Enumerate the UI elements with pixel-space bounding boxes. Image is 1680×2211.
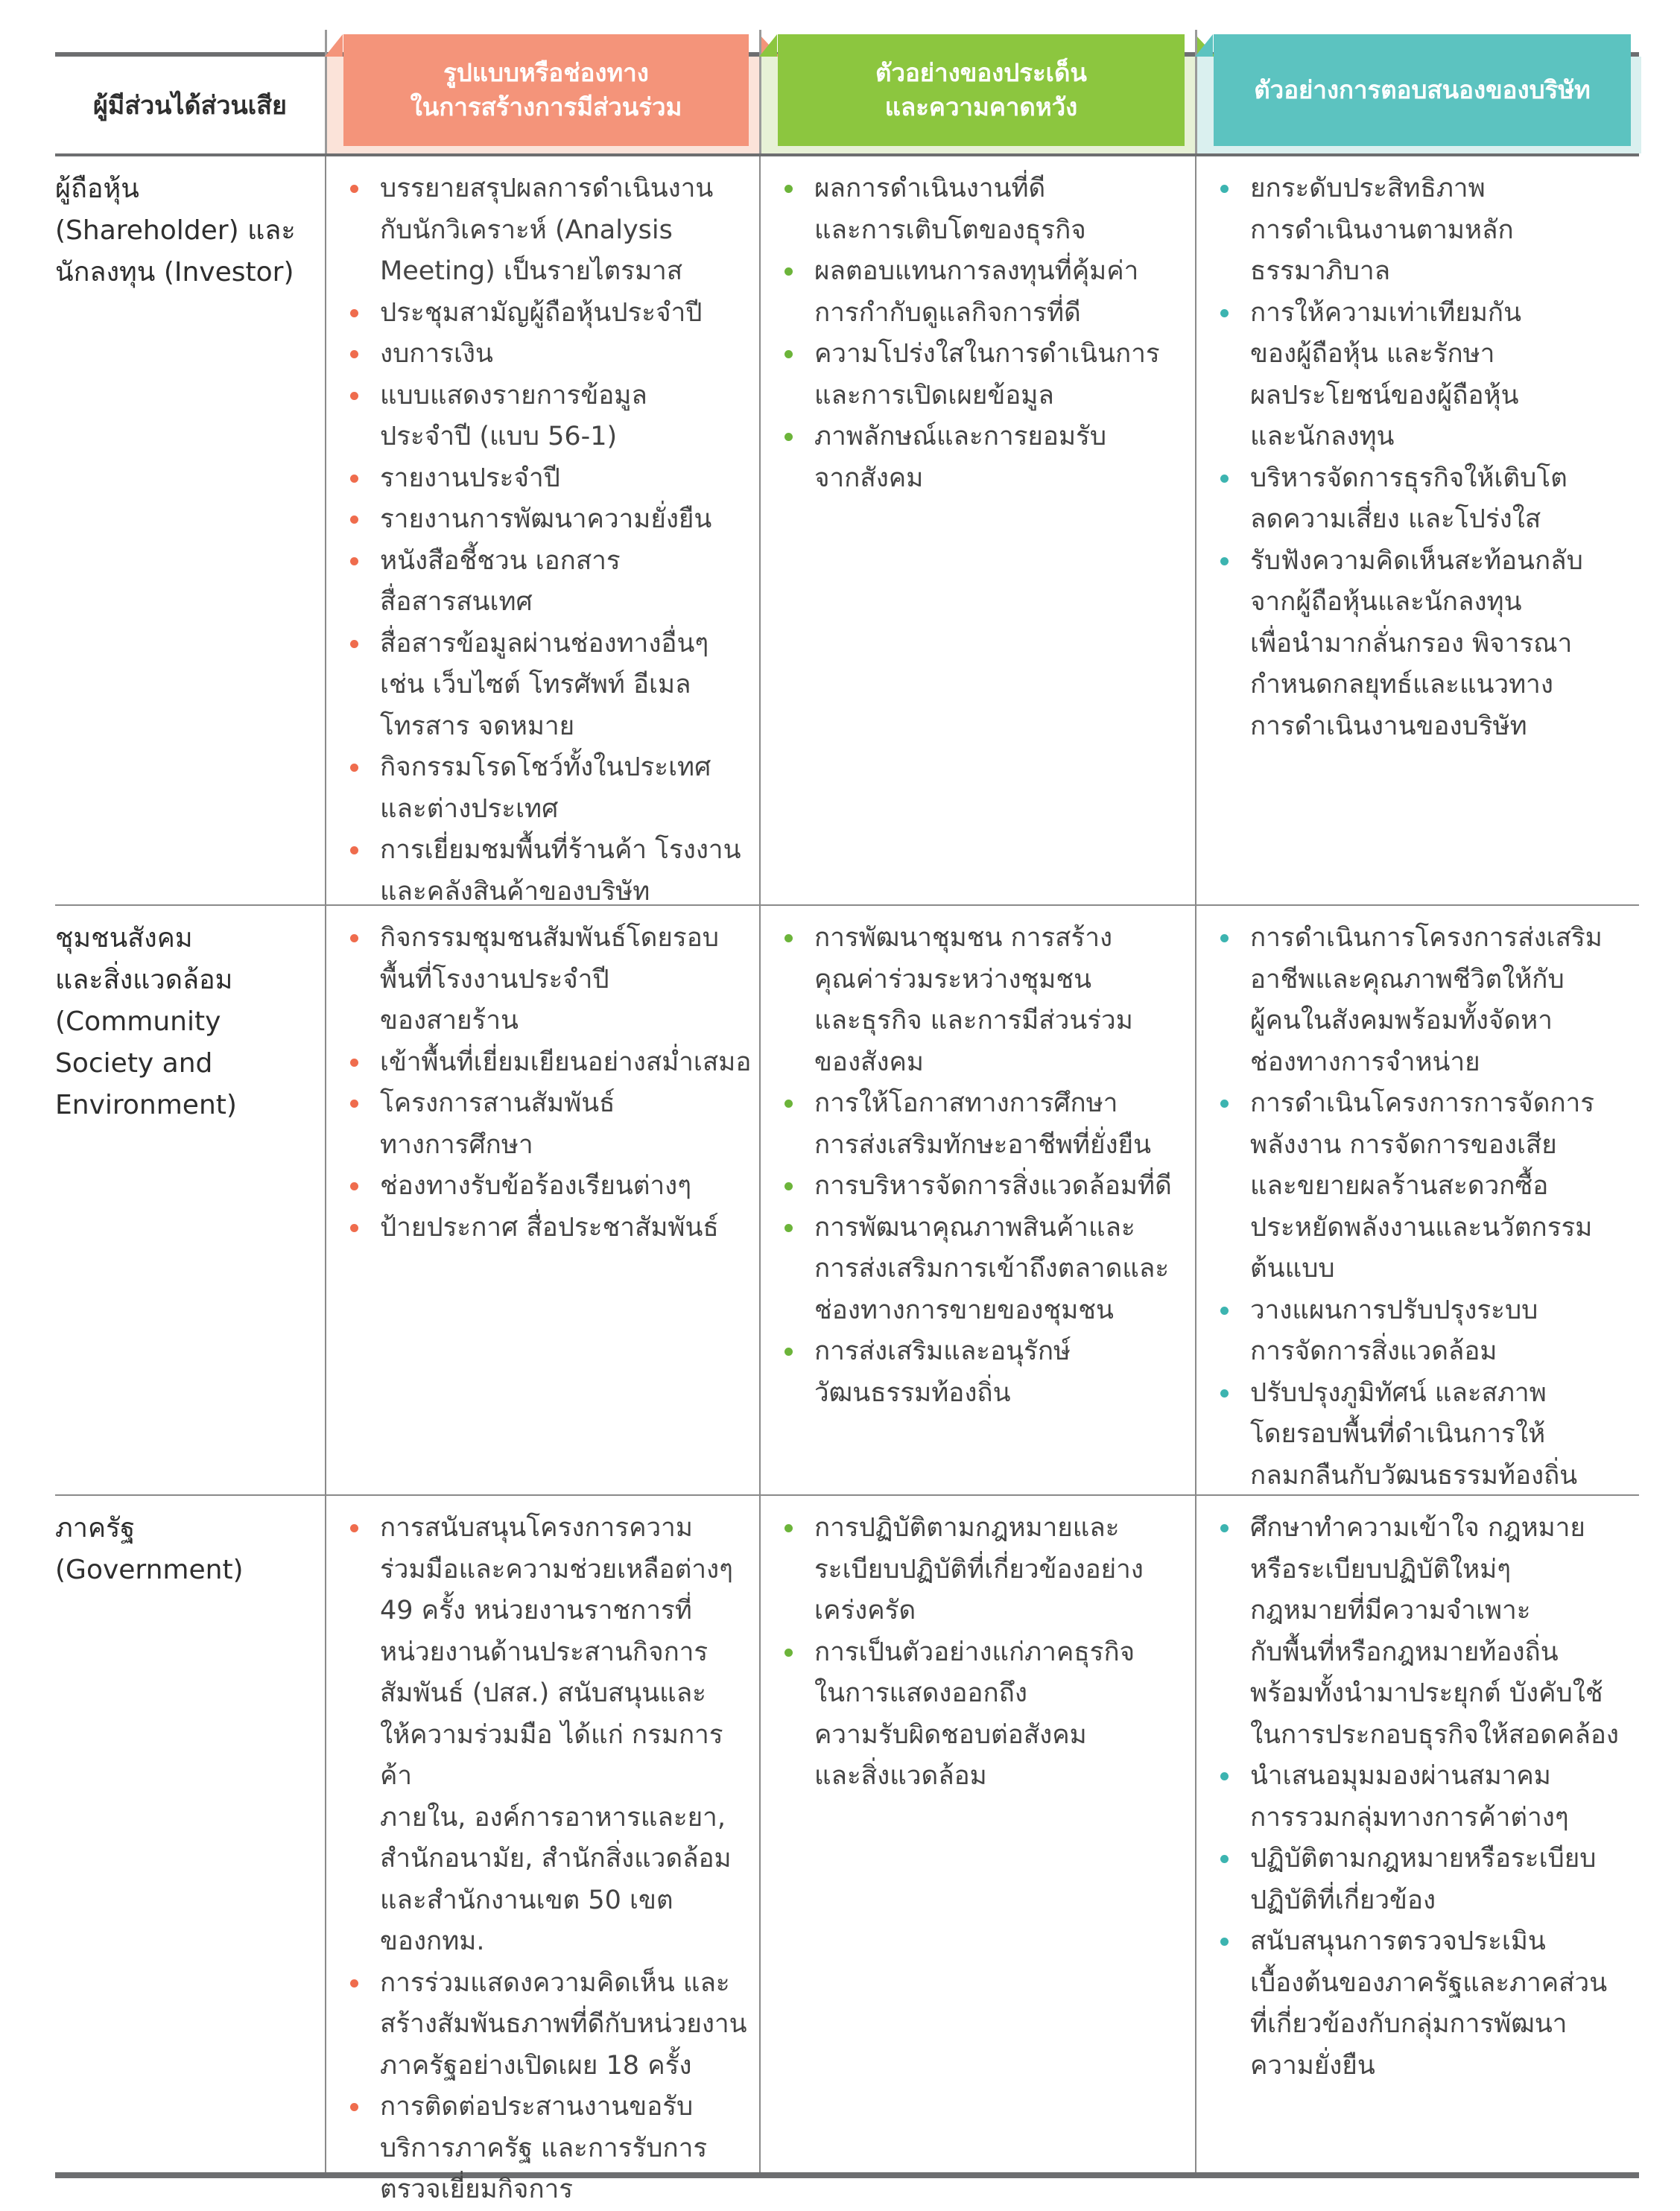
bullet-icon (350, 934, 358, 942)
table-row (55, 906, 1639, 1496)
list-item (761, 334, 1188, 416)
list-item (326, 168, 752, 293)
bullet-icon (784, 350, 793, 358)
list-item (761, 416, 1188, 499)
bullet-icon (1220, 1855, 1229, 1863)
list-item (1196, 1756, 1639, 1839)
header-responses (1195, 30, 1641, 153)
list-item (326, 1042, 752, 1084)
bullet-icon (784, 1649, 793, 1657)
list-item-text: ความโปร่งใสในการดำเนินการ และการเปิดเผยข้อมูล (814, 339, 1160, 410)
list-item-text: ประชุมสามัญผู้ถือหุ้นประจำปี (380, 297, 703, 328)
channels-list (326, 918, 752, 1249)
list-item-text: บรรยายสรุปผลการดำเนินงาน กับนักวิเคราะห์ (Analysis Meeting) เป็นรายไตรมาส (380, 174, 714, 286)
bullet-icon (350, 475, 358, 483)
bullet-icon (350, 1182, 358, 1190)
header-channels-label: รูปแบบหรือช่องทาง ในการสร้างการมีส่วนร่วม (343, 34, 749, 146)
list-item-text: นำเสนอมุมมองผ่านสมาคม การรวมกลุ่มทางการค้าต่างๆ (1250, 1761, 1569, 1833)
list-item-text: การพัฒนาชุมชน การสร้าง คุณค่าร่วมระหว่างชุมชน และธุรกิจ และการมีส่วนร่วม ของสังคม (814, 923, 1133, 1077)
list-item-text: การสนับสนุนโครงการความ ร่วมมือและความช่วยเหลือต่างๆ 49 ครั้ง หน่วยงานราชการที่ หน่วยงานด้านประสานกิจการ สัมพันธ์ (ปสส.) สนับสนุนและ ให้ความร่วมมือ ได้แก่ กรมการค้า ภายใน, องค์การอาหารและยา, สำนักอนามัย, สำนักสิ่งแวดล้อม และสำนักงานเขต 50 เขต ของกทม. (380, 1513, 733, 1956)
list-item (1196, 168, 1639, 293)
list-item-text: ปฏิบัติตามกฎหมายหรือระเบียบ ปฏิบัติที่เกี่ยวข้อง (1250, 1844, 1597, 1915)
list-item-text: สื่อสารข้อมูลผ่านช่องทางอื่นๆ เช่น เว็บไซต์ โทรศัพท์ อีเมล โทรสาร จดหมาย (380, 628, 709, 741)
list-item (326, 541, 752, 624)
list-item (326, 293, 752, 334)
bullet-icon (784, 185, 793, 193)
bullet-icon (350, 1224, 358, 1232)
list-item (761, 168, 1188, 251)
bullet-icon (350, 1979, 358, 1988)
list-item (326, 1208, 752, 1249)
bullet-icon (350, 1524, 358, 1532)
bullet-icon (350, 350, 358, 358)
bullet-icon (350, 1100, 358, 1108)
bullet-icon (1220, 475, 1229, 483)
list-item (761, 1166, 1188, 1208)
bullet-icon (350, 309, 358, 317)
responses-list (1196, 918, 1639, 1497)
responses-list (1196, 1508, 1639, 2087)
list-item (1196, 1508, 1639, 1756)
list-item (326, 2087, 752, 2211)
list-item (326, 1083, 752, 1166)
list-item (326, 334, 752, 375)
list-item-text: กิจกรรมโรดโชว์ทั้งในประเทศ และต่างประเทศ (380, 752, 711, 824)
list-item-text: ปรับปรุงภูมิทัศน์ และสภาพ โดยรอบพื้นที่ดำเนินการให้ กลมกลืนกับวัฒนธรรมท้องถิ่น (1250, 1377, 1578, 1491)
expectations-list (761, 918, 1188, 1414)
bullet-icon (1220, 1524, 1229, 1532)
table-row (55, 156, 1639, 906)
list-item-text: การเป็นตัวอย่างแก่ภาคธุรกิจ ในการแสดงออกถึง ความรับผิดชอบต่อสังคม และสิ่งแวดล้อม (814, 1637, 1135, 1791)
list-item (326, 624, 752, 748)
list-item (761, 1508, 1188, 1632)
list-item-text: กิจกรรมชุมชนสัมพันธ์โดยรอบ พื้นที่โรงงานประจำปี ของสายร้าน (380, 923, 719, 1035)
list-item-text: การให้โอกาสทางการศึกษา การส่งเสริมทักษะอาชีพที่ยั่งยืน (814, 1088, 1152, 1160)
list-item-text: เข้าพื้นที่เยี่ยมเยียนอย่างสม่ำเสมอ (380, 1047, 752, 1077)
list-item (1196, 1921, 1639, 2087)
list-item-text: การส่งเสริมและอนุรักษ์ วัฒนธรรมท้องถิ่น (814, 1336, 1071, 1408)
list-item (326, 1508, 752, 1963)
list-item-text: ช่องทางรับข้อร้องเรียนต่างๆ (380, 1171, 692, 1201)
table-header (55, 30, 1639, 156)
bullet-icon (350, 640, 358, 648)
bullet-icon (784, 1348, 793, 1356)
bullet-icon (1220, 934, 1229, 942)
list-item (326, 458, 752, 500)
list-item (1196, 293, 1639, 458)
bullet-icon (784, 267, 793, 276)
bullet-icon (1220, 557, 1229, 565)
bullet-icon (350, 2103, 358, 2111)
header-expectations (759, 30, 1195, 153)
bullet-icon (1220, 1307, 1229, 1315)
bullet-icon (1220, 1389, 1229, 1398)
list-item-text: ผลตอบแทนการลงทุนที่คุ้มค่า การกำกับดูแลกิจการที่ดี (814, 256, 1139, 328)
stakeholder-table (55, 30, 1639, 2204)
stakeholder-name: ชุมชนสังคม และสิ่งแวดล้อม (Community Society and Environment) (55, 923, 237, 1120)
list-item-text: สนับสนุนการตรวจประเมิน เบื้องต้นของภาครัฐและภาคส่วน ที่เกี่ยวข้องกับกลุ่มการพัฒนา ความยั่งยืน (1250, 1926, 1608, 2081)
list-item-text: การดำเนินโครงการการจัดการ พลังงาน การจัดการของเสีย และขยายผลร้านสะดวกซื้อ ประหยัดพลังงานและนวัตกรรม ต้นแบบ (1250, 1088, 1595, 1284)
list-item-text: การปฏิบัติตามกฎหมายและ ระเบียบปฏิบัติที่เกี่ยวข้องอย่าง เคร่งครัด (814, 1513, 1144, 1625)
bullet-icon (784, 1182, 793, 1190)
list-item (1196, 1290, 1639, 1373)
list-item-text: งบการเงิน (380, 339, 493, 369)
bullet-icon (350, 764, 358, 772)
list-item (1196, 1839, 1639, 1921)
list-item (761, 1208, 1188, 1332)
list-item-text: การดำเนินการโครงการส่งเสริม อาชีพและคุณภาพชีวิตให้กับ ผู้คนในสังคมพร้อมทั้งจัดหา ช่องทางการจำหน่าย (1250, 923, 1603, 1077)
channels-list (326, 168, 752, 913)
list-item (1196, 918, 1639, 1083)
bullet-icon (784, 1100, 793, 1108)
list-item-text: รับฟังความคิดเห็นสะท้อนกลับ จากผู้ถือหุ้นและนักลงทุน เพื่อนำมากลั่นกรอง พิจารณา กำหนดกลยุทธ์และแนวทาง การดำเนินงานของบริษัท (1250, 545, 1583, 741)
list-item-text: การติดต่อประสานงานขอรับ บริการภาครัฐ และการรับการ ตรวจเยี่ยมกิจการ (380, 2092, 708, 2204)
list-item-text: การเยี่ยมชมพื้นที่ร้านค้า โรงงาน และคลังสินค้าของบริษัท (380, 835, 741, 907)
bullet-icon (1220, 309, 1229, 317)
bullet-icon (350, 392, 358, 400)
responses-list (1196, 168, 1639, 747)
list-item (761, 1331, 1188, 1414)
list-item (326, 499, 752, 541)
bullet-icon (350, 557, 358, 565)
expectations-list (761, 168, 1188, 499)
bullet-icon (350, 185, 358, 193)
list-item-text: การให้ความเท่าเทียมกัน ของผู้ถือหุ้น และรักษา ผลประโยชน์ของผู้ถือหุ้น และนักลงทุน (1250, 297, 1522, 451)
list-item (326, 375, 752, 458)
bullet-icon (784, 433, 793, 441)
list-item-text: รายงานประจำปี (380, 463, 560, 493)
list-item-text: การพัฒนาคุณภาพสินค้าและ การส่งเสริมการเข้าถึงตลาดและ ช่องทางการขายของชุมชน (814, 1212, 1170, 1325)
list-item-text: ศึกษาทำความเข้าใจ กฎหมาย หรือระเบียบปฏิบัติใหม่ๆ กฎหมายที่มีความจำเพาะ กับพื้นที่หรือกฎหมายท้องถิ่น พร้อมทั้งนำมาประยุกต์ บังคับใช้ ในการประกอบธุรกิจให้สอดคล้อง (1250, 1513, 1620, 1750)
list-item-text: การบริหารจัดการสิ่งแวดล้อมที่ดี (814, 1171, 1172, 1201)
list-item (1196, 458, 1639, 541)
bullet-icon (1220, 1772, 1229, 1780)
header-expectations-label: ตัวอย่างของประเด็น และความคาดหวัง (778, 34, 1185, 146)
list-item (326, 1166, 752, 1208)
bullet-icon (784, 934, 793, 942)
list-item-text: วางแผนการปรับปรุงระบบ การจัดการสิ่งแวดล้อม (1250, 1295, 1538, 1366)
list-item-text: บริหารจัดการธุรกิจให้เติบโต ลดความเสี่ยง และโปร่งใส (1250, 463, 1568, 534)
list-item-text: ป้ายประกาศ สื่อประชาสัมพันธ์ (380, 1212, 719, 1243)
list-item (761, 918, 1188, 1083)
header-tab-left (1195, 34, 1213, 57)
bullet-icon (350, 846, 358, 854)
header-responses-label: ตัวอย่างการตอบสนองของบริษัท (1214, 34, 1631, 146)
list-item-text: ผลการดำเนินงานที่ดี และการเติบโตของธุรกิจ (814, 174, 1086, 245)
table-row (55, 1496, 1639, 2204)
list-item-text: ยกระดับประสิทธิภาพ การดำเนินงานตามหลัก ธรรมาภิบาล (1250, 174, 1514, 286)
list-item-text: รายงานการพัฒนาความยั่งยืน (380, 504, 712, 534)
channels-list (326, 1508, 752, 2211)
bullet-icon (784, 1224, 793, 1232)
bullet-icon (1220, 1100, 1229, 1108)
list-item (1196, 541, 1639, 748)
list-item-text: โครงการสานสัมพันธ์ ทางการศึกษา (380, 1088, 615, 1160)
list-item-text: หนังสือชี้ชวน เอกสาร สื่อสารสนเทศ (380, 545, 621, 617)
list-item-text: ภาพลักษณ์และการยอมรับ จากสังคม (814, 422, 1107, 493)
header-stakeholder: ผู้มีส่วนได้ส่วนเสีย (93, 91, 287, 121)
list-item (1196, 1373, 1639, 1497)
header-channels (325, 30, 759, 153)
bullet-icon (350, 1059, 358, 1067)
list-item (1196, 1083, 1639, 1290)
bullet-icon (784, 1524, 793, 1532)
list-item (326, 1963, 752, 2087)
list-item (326, 830, 752, 913)
list-item (761, 251, 1188, 334)
expectations-list (761, 1508, 1188, 1798)
header-tab-left (325, 34, 343, 57)
list-item (761, 1083, 1188, 1166)
bullet-icon (350, 516, 358, 524)
list-item-text: แบบแสดงรายการข้อมูล ประจำปี (แบบ 56-1) (380, 380, 647, 451)
stakeholder-name: ผู้ถือหุ้น (Shareholder) และ นักลงทุน (Investor) (55, 174, 296, 288)
list-item-text: การร่วมแสดงความคิดเห็น และ สร้างสัมพันธภาพที่ดีกับหน่วยงาน ภาครัฐอย่างเปิดเผย 18 ครั้ง (380, 1967, 747, 2081)
list-item (326, 918, 752, 1042)
bullet-icon (1220, 1938, 1229, 1946)
list-item (761, 1632, 1188, 1798)
header-tab-left (759, 34, 777, 57)
stakeholder-name: ภาครัฐ (Government) (55, 1513, 244, 1585)
bullet-icon (1220, 185, 1229, 193)
list-item (326, 747, 752, 830)
